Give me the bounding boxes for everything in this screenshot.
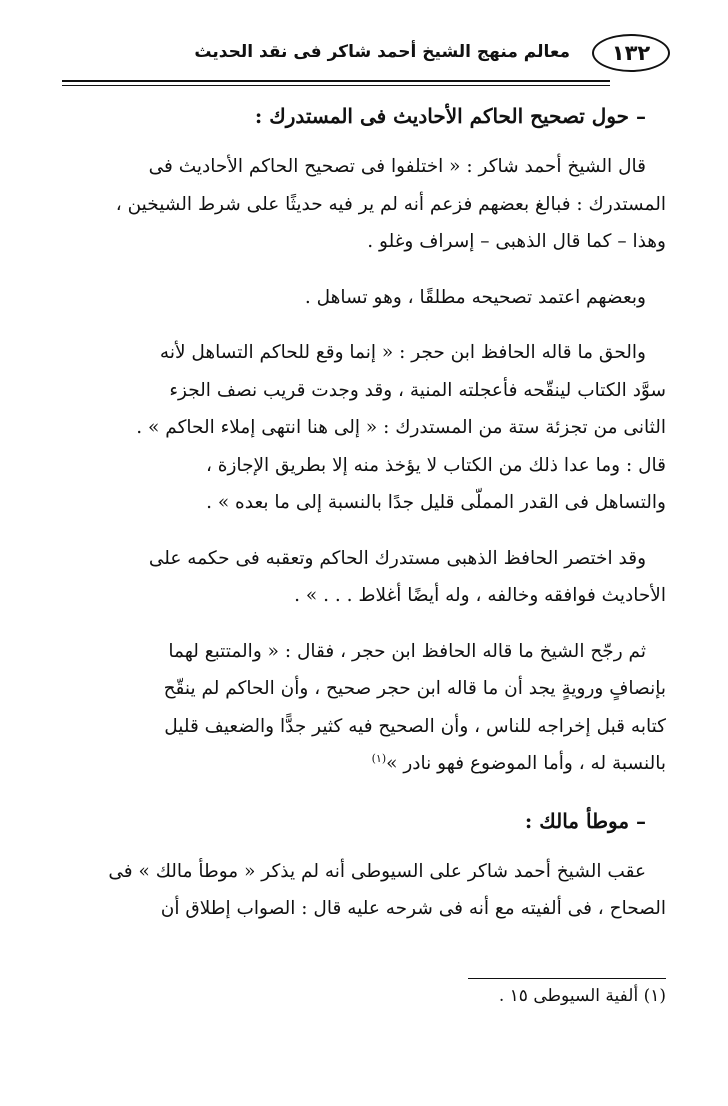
text-line: الصحاح ، فى ألفيته مع أنه فى شرحه عليه قال : الصواب إطلاق أن [160,898,666,919]
paragraph [56,279,666,317]
page-header [62,30,670,88]
text-line: وهذا – كما قال الذهبى – إسراف وغلو . [367,231,666,252]
paragraph [56,148,666,261]
footnote: (١) ألفية السيوطى ١٥ . [498,986,666,1006]
text-line: ثم رجّح الشيخ ما قاله الحافظ ابن حجر ، فقال : « والمتتبع لهما [168,640,646,662]
paragraph [56,633,666,783]
text-line [56,745,666,783]
text-line: قال الشيخ أحمد شاكر : « اختلفوا فى تصحيح الحاكم الأحاديث فى [148,156,646,177]
section-heading-hakim: – حول تصحيح الحاكم الأحاديث فى المستدرك : [254,104,646,128]
text-line: المستدرك : فبالغ بعضهم فزعم أنه لم ير فيه حديثًا على شرط الشيخين ، [115,193,666,215]
footnote-divider [468,978,666,979]
text-line: قال : وما عدا ذلك من الكتاب لا يؤخذ منه إلا بطريق الإجازة ، [205,454,666,476]
footnote-reference[interactable]: (١) [371,751,387,765]
header-divider [62,80,610,86]
running-title: معالم منهج الشيخ أحمد شاكر فى نقد الحديث [194,42,570,62]
section-heading-muwatta: – موطأ مالك : [524,808,646,833]
text-line: عقب الشيخ أحمد شاكر على السيوطى أنه لم يذكر « موطأ مالك » فى [108,860,646,882]
paragraph [56,334,666,522]
paragraph [56,853,666,928]
text-line: بإنصافٍ ورويةٍ يجد أن ما قاله ابن حجر صحيح ، وأن الحاكم لم ينقّح [163,678,666,699]
text-line: الثانى من تجزئة ستة من المستدرك : « إلى هنا انتهى إملاء الحاكم » . [136,417,666,438]
text-line: وقد اختصر الحافظ الذهبى مستدرك الحاكم وتعقبه فى حكمه على [148,547,646,569]
text-line: والحق ما قاله الحافظ ابن حجر : « إنما وقع للحاكم التساهل لأنه [159,342,646,363]
page-number-badge: ١٣٢ [592,34,670,72]
text-line-content: بالنسبة له ، وأما الموضوع فهو نادر » [386,753,666,774]
text-line: والتساهل فى القدر المملّى قليل جدًا بالنسبة إلى ما بعده » . [206,492,666,513]
text-line: سوَّد الكتاب لينقّحه فأعجلته المنية ، وقد وجدت قريب نصف الجزء [169,379,666,401]
paragraph [56,540,666,615]
page-body [56,96,666,946]
text-line: وبعضهم اعتمد تصحيحه مطلقًا ، وهو تساهل . [304,286,646,308]
text-line: كتابه قبل إخراجه للناس ، وأن الصحيح فيه كثير جدًّا والضعيف قليل [164,715,666,737]
text-line: الأحاديث فوافقه وخالفه ، وله أيضًا أغلاط . . . » . [294,585,666,606]
